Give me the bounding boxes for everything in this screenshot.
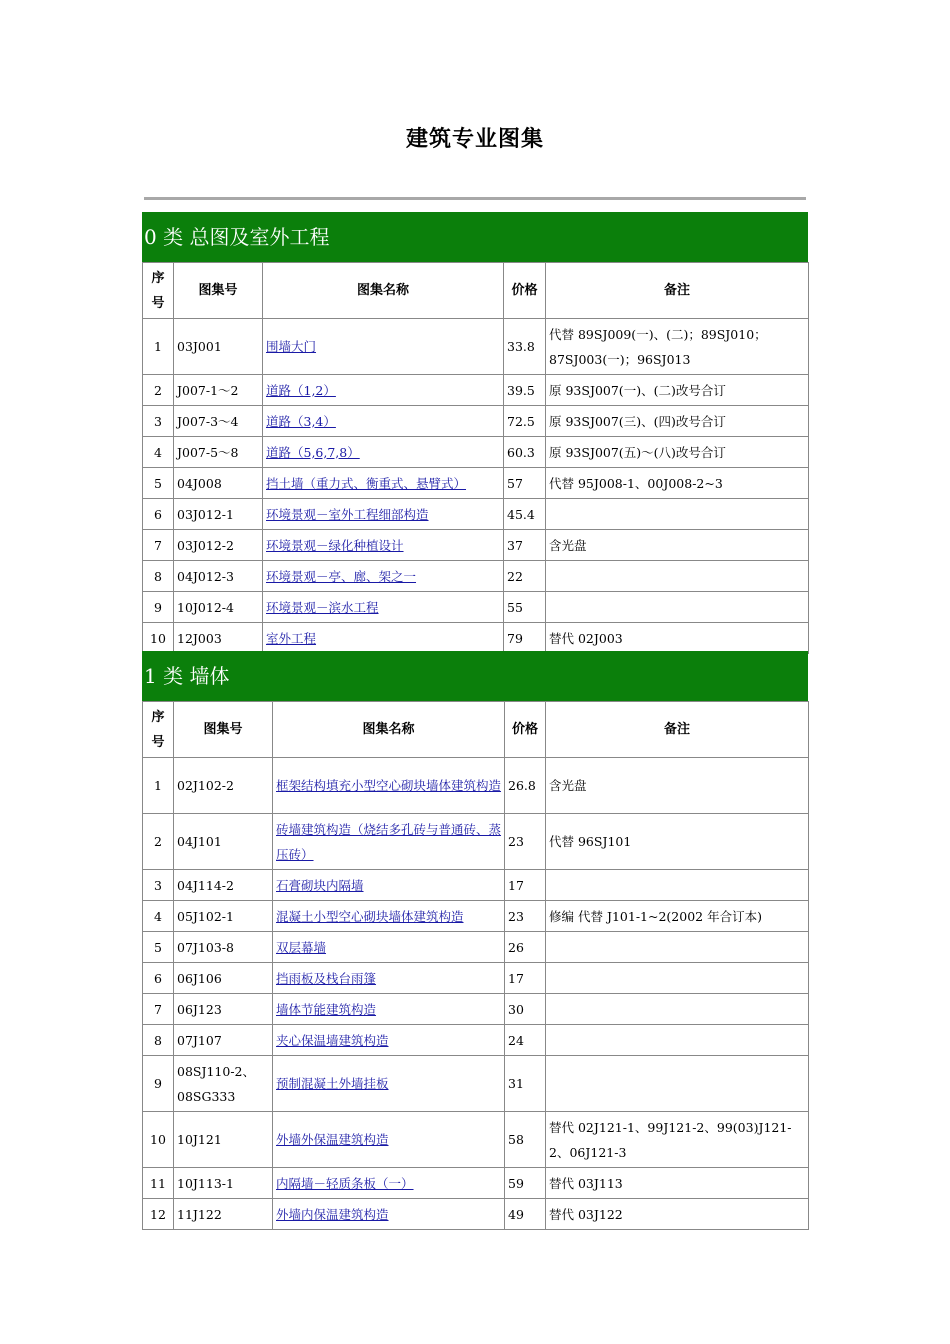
header-note: 备注	[546, 263, 809, 319]
row-price: 37	[504, 530, 546, 561]
table-row	[143, 994, 809, 1025]
row-price: 39.5	[504, 375, 546, 406]
header-price: 价格	[505, 702, 546, 758]
row-name-cell	[263, 530, 504, 561]
row-note	[546, 592, 809, 623]
atlas-name-link[interactable]: 砖墙建筑构造（烧结多孔砖与普通砖、蒸压砖）	[276, 821, 502, 862]
row-seq: 1	[143, 319, 174, 375]
table-row	[143, 1056, 809, 1112]
row-price: 79	[504, 623, 546, 654]
row-price: 17	[505, 870, 546, 901]
atlas-name-link[interactable]: 挡雨板及栈台雨篷	[276, 970, 377, 986]
row-name-cell	[273, 901, 505, 932]
row-note	[546, 1056, 809, 1112]
header-seq: 序号	[143, 702, 174, 758]
row-note: 含光盘	[546, 530, 809, 561]
atlas-name-link[interactable]: 围墙大门	[266, 339, 317, 354]
row-code: 04J101	[174, 814, 273, 870]
section-title: 0 类 总图及室外工程	[142, 212, 808, 262]
atlas-name-link[interactable]: 外墙内保温建筑构造	[276, 1206, 389, 1222]
row-note: 替代 03J122	[546, 1199, 809, 1230]
table-row	[143, 561, 809, 592]
table-row	[143, 406, 809, 437]
table-row	[143, 375, 809, 406]
row-price: 22	[504, 561, 546, 592]
atlas-name-link[interactable]: 环境景观－亭、廊、架之一	[266, 568, 417, 584]
catalog-table	[142, 262, 809, 654]
row-name-cell	[263, 592, 504, 623]
atlas-name-link[interactable]: 环境景观－室外工程细部构造	[266, 506, 429, 522]
row-seq: 7	[143, 994, 174, 1025]
row-price: 31	[505, 1056, 546, 1112]
table-row	[143, 592, 809, 623]
row-note	[546, 561, 809, 592]
row-code: 08SJ110-2、08SG333	[174, 1056, 273, 1112]
row-name-cell	[273, 1112, 505, 1168]
table-row	[143, 319, 809, 375]
table-header-row	[143, 702, 809, 758]
row-price: 55	[504, 592, 546, 623]
row-name-cell	[263, 319, 504, 375]
atlas-name-link[interactable]: 环境景观－滨水工程	[266, 599, 379, 615]
section-title: 1 类 墙体	[142, 651, 808, 701]
table-row	[143, 1199, 809, 1230]
row-price: 72.5	[504, 406, 546, 437]
row-code: 10J113-1	[174, 1168, 273, 1199]
row-code: 04J012-3	[174, 561, 263, 592]
row-code: 12J003	[174, 623, 263, 654]
row-note: 原 93SJ007(三)、(四)改号合订	[546, 406, 809, 437]
row-note	[546, 499, 809, 530]
row-seq: 5	[143, 932, 174, 963]
table-row	[143, 623, 809, 654]
atlas-name-link[interactable]: 道路（3,4）	[266, 413, 336, 429]
row-name-cell	[263, 561, 504, 592]
row-note: 代替 96SJ101	[546, 814, 809, 870]
row-note	[546, 932, 809, 963]
row-name-cell	[263, 375, 504, 406]
row-seq: 2	[143, 814, 174, 870]
row-seq: 9	[143, 1056, 174, 1112]
catalog-table	[142, 701, 809, 1230]
row-seq: 1	[143, 758, 174, 814]
row-code: 04J114-2	[174, 870, 273, 901]
row-price: 49	[505, 1199, 546, 1230]
row-seq: 8	[143, 561, 174, 592]
row-name-cell	[273, 932, 505, 963]
row-code: 05J102-1	[174, 901, 273, 932]
atlas-name-link[interactable]: 道路（1,2）	[266, 382, 336, 398]
row-code: 10J121	[174, 1112, 273, 1168]
row-code: 03J012-1	[174, 499, 263, 530]
row-name-cell	[263, 406, 504, 437]
table-row	[143, 901, 809, 932]
table-row	[143, 499, 809, 530]
row-code: 11J122	[174, 1199, 273, 1230]
row-price: 45.4	[504, 499, 546, 530]
row-note: 替代 02J121-1、99J121-2、99(03)J121-2、06J121-3	[546, 1112, 809, 1168]
atlas-name-link[interactable]: 内隔墙－轻质条板（一）	[276, 1175, 414, 1191]
row-code: 03J012-2	[174, 530, 263, 561]
row-price: 33.8	[504, 319, 546, 375]
row-code: 06J106	[174, 963, 273, 994]
row-code: 10J012-4	[174, 592, 263, 623]
row-seq: 6	[143, 963, 174, 994]
row-name-cell	[263, 623, 504, 654]
row-seq: 5	[143, 468, 174, 499]
row-note	[546, 870, 809, 901]
row-name-cell	[273, 994, 505, 1025]
section-1-walls	[142, 651, 808, 1230]
row-name-cell	[263, 437, 504, 468]
row-code: 03J001	[174, 319, 263, 375]
atlas-name-link[interactable]: 框架结构填充小型空心砌块墙体建筑构造	[276, 778, 502, 793]
row-price: 59	[505, 1168, 546, 1199]
table-row	[143, 530, 809, 561]
row-seq: 7	[143, 530, 174, 561]
row-seq: 6	[143, 499, 174, 530]
header-code: 图集号	[174, 263, 263, 319]
atlas-name-link[interactable]: 墙体节能建筑构造	[276, 1001, 377, 1017]
row-note: 替代 02J003	[546, 623, 809, 654]
header-note: 备注	[546, 702, 809, 758]
header-seq: 序号	[143, 263, 174, 319]
row-code: 04J008	[174, 468, 263, 499]
atlas-name-link[interactable]: 室外工程	[266, 630, 317, 646]
row-name-cell	[263, 468, 504, 499]
atlas-name-link[interactable]: 石膏砌块内隔墙	[276, 877, 364, 893]
row-note: 代替 89SJ009(一)、(二)；89SJ010；87SJ003(一)；96SJ013	[546, 319, 809, 375]
row-code: 06J123	[174, 994, 273, 1025]
atlas-name-link[interactable]: 混凝土小型空心砌块墙体建筑构造	[276, 908, 464, 924]
row-seq: 12	[143, 1199, 174, 1230]
row-seq: 3	[143, 406, 174, 437]
row-note: 代替 95J008-1、00J008-2~3	[546, 468, 809, 499]
header-name: 图集名称	[273, 702, 505, 758]
atlas-name-link[interactable]: 环境景观－绿化种植设计	[266, 537, 404, 553]
row-name-cell	[273, 1056, 505, 1112]
row-code: J007-1～2	[174, 375, 263, 406]
row-seq: 9	[143, 592, 174, 623]
row-name-cell	[273, 1025, 505, 1056]
row-note: 原 93SJ007(一)、(二)改号合订	[546, 375, 809, 406]
row-note	[546, 994, 809, 1025]
row-note	[546, 963, 809, 994]
row-price: 26	[505, 932, 546, 963]
row-name-cell	[273, 814, 505, 870]
title-divider	[144, 197, 806, 200]
row-name-cell	[273, 963, 505, 994]
row-seq: 8	[143, 1025, 174, 1056]
atlas-name-link[interactable]: 挡土墙（重力式、衡重式、悬臂式）	[266, 475, 467, 491]
atlas-name-link[interactable]: 外墙外保温建筑构造	[276, 1132, 389, 1147]
section-0-general-and-exterior	[142, 212, 808, 654]
row-seq: 10	[143, 1112, 174, 1168]
header-price: 价格	[504, 263, 546, 319]
table-row	[143, 932, 809, 963]
row-seq: 10	[143, 623, 174, 654]
row-name-cell	[273, 1168, 505, 1199]
table-row	[143, 1025, 809, 1056]
row-seq: 11	[143, 1168, 174, 1199]
row-seq: 4	[143, 437, 174, 468]
row-price: 23	[505, 814, 546, 870]
row-price: 57	[504, 468, 546, 499]
row-seq: 4	[143, 901, 174, 932]
row-name-cell	[273, 870, 505, 901]
atlas-name-link[interactable]: 预制混凝土外墙挂板	[276, 1076, 389, 1091]
row-code: 07J103-8	[174, 932, 273, 963]
row-price: 58	[505, 1112, 546, 1168]
row-code: J007-3～4	[174, 406, 263, 437]
row-note: 替代 03J113	[546, 1168, 809, 1199]
table-row	[143, 468, 809, 499]
table-row	[143, 1112, 809, 1168]
row-name-cell	[273, 1199, 505, 1230]
row-price: 24	[505, 1025, 546, 1056]
table-row	[143, 814, 809, 870]
row-price: 60.3	[504, 437, 546, 468]
row-seq: 3	[143, 870, 174, 901]
row-price: 23	[505, 901, 546, 932]
row-price: 26.8	[505, 758, 546, 814]
header-code: 图集号	[174, 702, 273, 758]
row-seq: 2	[143, 375, 174, 406]
row-code: 07J107	[174, 1025, 273, 1056]
table-row	[143, 1168, 809, 1199]
table-row	[143, 758, 809, 814]
row-code: 02J102-2	[174, 758, 273, 814]
row-price: 17	[505, 963, 546, 994]
row-note: 含光盘	[546, 758, 809, 814]
table-header-row	[143, 263, 809, 319]
page-title: 建筑专业图集	[405, 127, 544, 152]
row-price: 30	[505, 994, 546, 1025]
atlas-name-link[interactable]: 双层幕墙	[276, 939, 327, 955]
table-row	[143, 870, 809, 901]
table-row	[143, 437, 809, 468]
row-note: 修编 代替 J101-1~2(2002 年合订本)	[546, 901, 809, 932]
atlas-name-link[interactable]: 夹心保温墙建筑构造	[276, 1032, 389, 1048]
atlas-name-link[interactable]: 道路（5,6,7,8）	[266, 444, 360, 460]
row-note: 原 93SJ007(五)～(八)改号合订	[546, 437, 809, 468]
row-code: J007-5～8	[174, 437, 263, 468]
row-name-cell	[263, 499, 504, 530]
row-note	[546, 1025, 809, 1056]
header-name: 图集名称	[263, 263, 504, 319]
row-name-cell	[273, 758, 505, 814]
table-row	[143, 963, 809, 994]
